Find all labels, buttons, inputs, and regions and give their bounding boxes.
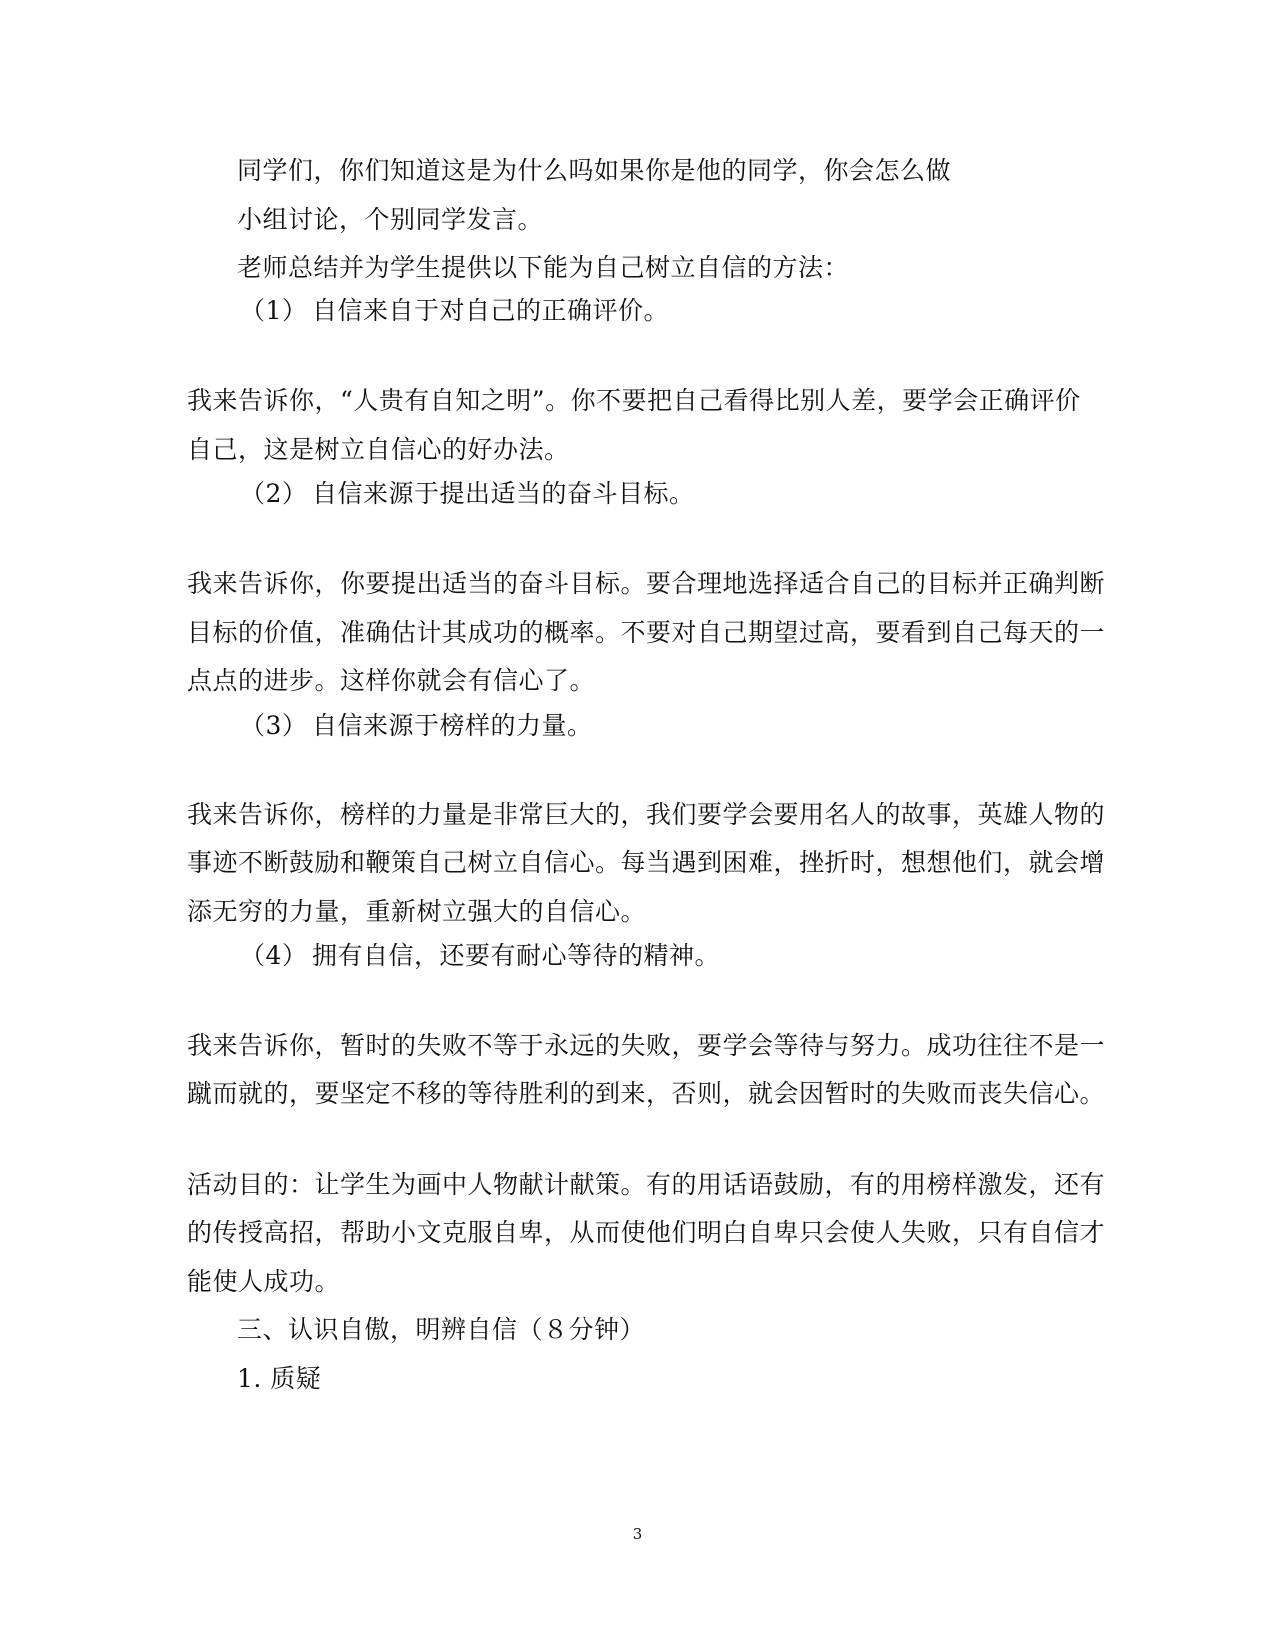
paragraph-line: 我来告诉你，榜样的力量是非常巨大的，我们要学会要用名人的故事，英雄人物的 [187, 800, 1106, 829]
paragraph-line: 我来告诉你，暂时的失败不等于永远的失败，要学会等待与努力。成功往往不是一 [187, 1031, 1106, 1060]
list-item-heading: 自信来源于榜样的力量。 [312, 711, 593, 740]
list-item-number: （4） [240, 941, 308, 970]
paragraph-line: 点点的进步。这样你就会有信心了。 [187, 666, 596, 695]
paragraph-line: 活动目的：让学生为画中人物献计献策。有的用话语鼓励，有的用榜样激发，还有 [187, 1170, 1106, 1199]
paragraph-line: 我来告诉你，“人贵有自知之明”。你不要把自己看得比别人差，要学会正确评价 [187, 386, 1081, 415]
list-item-heading: 自信来源于提出适当的奋斗目标。 [312, 479, 695, 508]
page-number: 3 [632, 1525, 643, 1543]
list-item-number: （2） [240, 479, 308, 508]
paragraph-line: 老师总结并为学生提供以下能为自己树立自信的方法： [237, 253, 850, 282]
subsection-heading: 1. 质疑 [237, 1364, 322, 1393]
list-item-heading: 自信来自于对自己的正确评价。 [312, 296, 670, 325]
paragraph-line: 蹴而就的，要坚定不移的等待胜利的到来，否则，就会因暂时的失败而丧失信心。 [187, 1079, 1106, 1108]
paragraph-line: 事迹不断鼓励和鞭策自己树立自信心。每当遇到困难，挫折时，想想他们，就会增 [187, 848, 1106, 877]
paragraph-line: 能使人成功。 [187, 1267, 341, 1296]
paragraph-line: 我来告诉你，你要提出适当的奋斗目标。要合理地选择适合自己的目标并正确判断 [187, 569, 1106, 598]
paragraph-line: 添无穷的力量，重新树立强大的自信心。 [187, 897, 647, 926]
list-item-number: （3） [240, 711, 308, 740]
paragraph-line: 同学们，你们知道这是为什么吗如果你是他的同学，你会怎么做 [237, 156, 952, 185]
paragraph-line: 小组讨论，个别同学发言。 [237, 205, 544, 234]
paragraph-line: 的传授高招，帮助小文克服自卑，从而使他们明白自卑只会使人失败，只有自信才 [187, 1218, 1106, 1247]
paragraph-line: 自己，这是树立自信心的好办法。 [187, 435, 570, 464]
list-item-heading: 拥有自信，还要有耐心等待的精神。 [312, 941, 721, 970]
list-item-number: （1） [240, 296, 308, 325]
section-heading: 三、认识自傲，明辨自信（８分钟） [237, 1315, 646, 1344]
paragraph-line: 目标的价值，准确估计其成功的概率。不要对自己期望过高，要看到自己每天的一 [187, 618, 1106, 647]
